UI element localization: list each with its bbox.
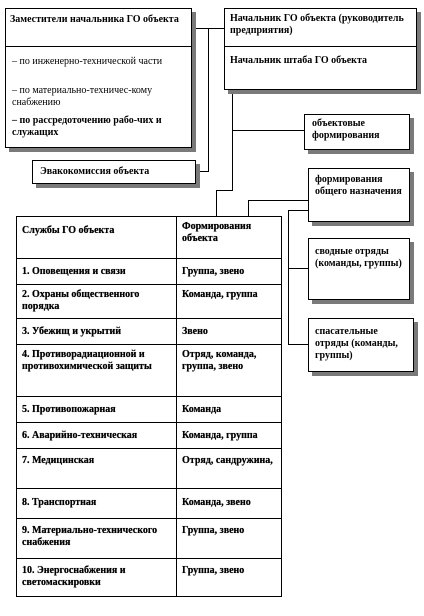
table-row (17, 345, 282, 397)
deputy-divider (5, 46, 192, 47)
formation-cell: Отряд, команда, группа, звено (177, 345, 282, 397)
deputy-item-dispersal: – по рассредоточению рабо-чих и служащих (12, 115, 162, 138)
formation-cell: Звено (177, 319, 282, 345)
connector-services-drop (216, 190, 217, 216)
head-title: Начальник ГО объекта (руководитель предприятия) (230, 13, 404, 36)
connector-combined (288, 268, 308, 269)
table-row (17, 319, 282, 345)
service-cell: 6. Аварийно-техническая (17, 423, 177, 449)
table-row (17, 449, 282, 489)
header-formations: Формирования объекта (177, 217, 282, 259)
table-row (17, 559, 282, 597)
formation-cell: Группа, звено (177, 259, 282, 285)
service-cell: 7. Медицинская (17, 449, 177, 489)
formation-cell: Группа, звено (177, 519, 282, 559)
connector-general-drop (248, 200, 249, 216)
table-row (17, 397, 282, 423)
deputy-item-supply: – по материально-техничес-кому снабжению (12, 85, 153, 108)
staff-title: Начальник штаба ГО объекта (230, 55, 367, 66)
formation-cell: Команда (177, 397, 282, 423)
table-header-row (17, 217, 282, 259)
service-cell: 5. Противопожарная (17, 397, 177, 423)
service-cell: 1. Оповещения и связи (17, 259, 177, 285)
table-row (17, 259, 282, 285)
table-row (17, 423, 282, 449)
header-services: Службы ГО объекта (17, 217, 177, 259)
evacuation-commission-label: Эвакокомиссия объекта (40, 166, 150, 177)
deputy-heads-title: Заместители начальника ГО объекта (10, 14, 179, 25)
formation-cell: Команда, звено (177, 489, 282, 519)
connector-general-branch (248, 200, 308, 201)
connector-head-trunk (208, 28, 209, 171)
formation-cell: Команда, группа (177, 285, 282, 319)
formation-cell: Группа, звено (177, 559, 282, 597)
connector-rescue (288, 344, 308, 345)
combined-units-label: сводные отряды (команды, группы) (315, 246, 402, 269)
table-row (17, 489, 282, 519)
service-cell: 4. Противорадиационной и противохимической защиты (17, 345, 177, 397)
formation-cell: Отряд, сандружина, (177, 449, 282, 489)
connector-staff-to-units (232, 130, 304, 131)
head-divider (224, 46, 417, 47)
table-row (17, 519, 282, 559)
deputy-item-engineering: – по инженерно-технической части (12, 56, 163, 67)
connector-right-trunk (288, 210, 289, 345)
service-cell: 2. Охраны общественного порядка (17, 285, 177, 319)
service-cell: 3. Убежищ и укрытий (17, 319, 177, 345)
connector-right-top (288, 210, 308, 211)
service-cell: 10. Энергоснабжения и светомаскировки (17, 559, 177, 597)
service-cell: 9. Материально-технического снабжения (17, 519, 177, 559)
services-table (16, 216, 282, 597)
service-cell: 8. Транспортная (17, 489, 177, 519)
general-formations-label: формирования общего назначения (315, 174, 402, 197)
table-row (17, 285, 282, 319)
object-formations-label: объектовые формирования (312, 118, 380, 141)
formation-cell: Команда, группа (177, 423, 282, 449)
rescue-units-label: спасательные отряды (команды, группы) (315, 326, 398, 361)
connector-staff-to-services (216, 190, 233, 191)
connector-trunk-evac (196, 171, 209, 172)
connector-staff-trunk (232, 90, 233, 190)
